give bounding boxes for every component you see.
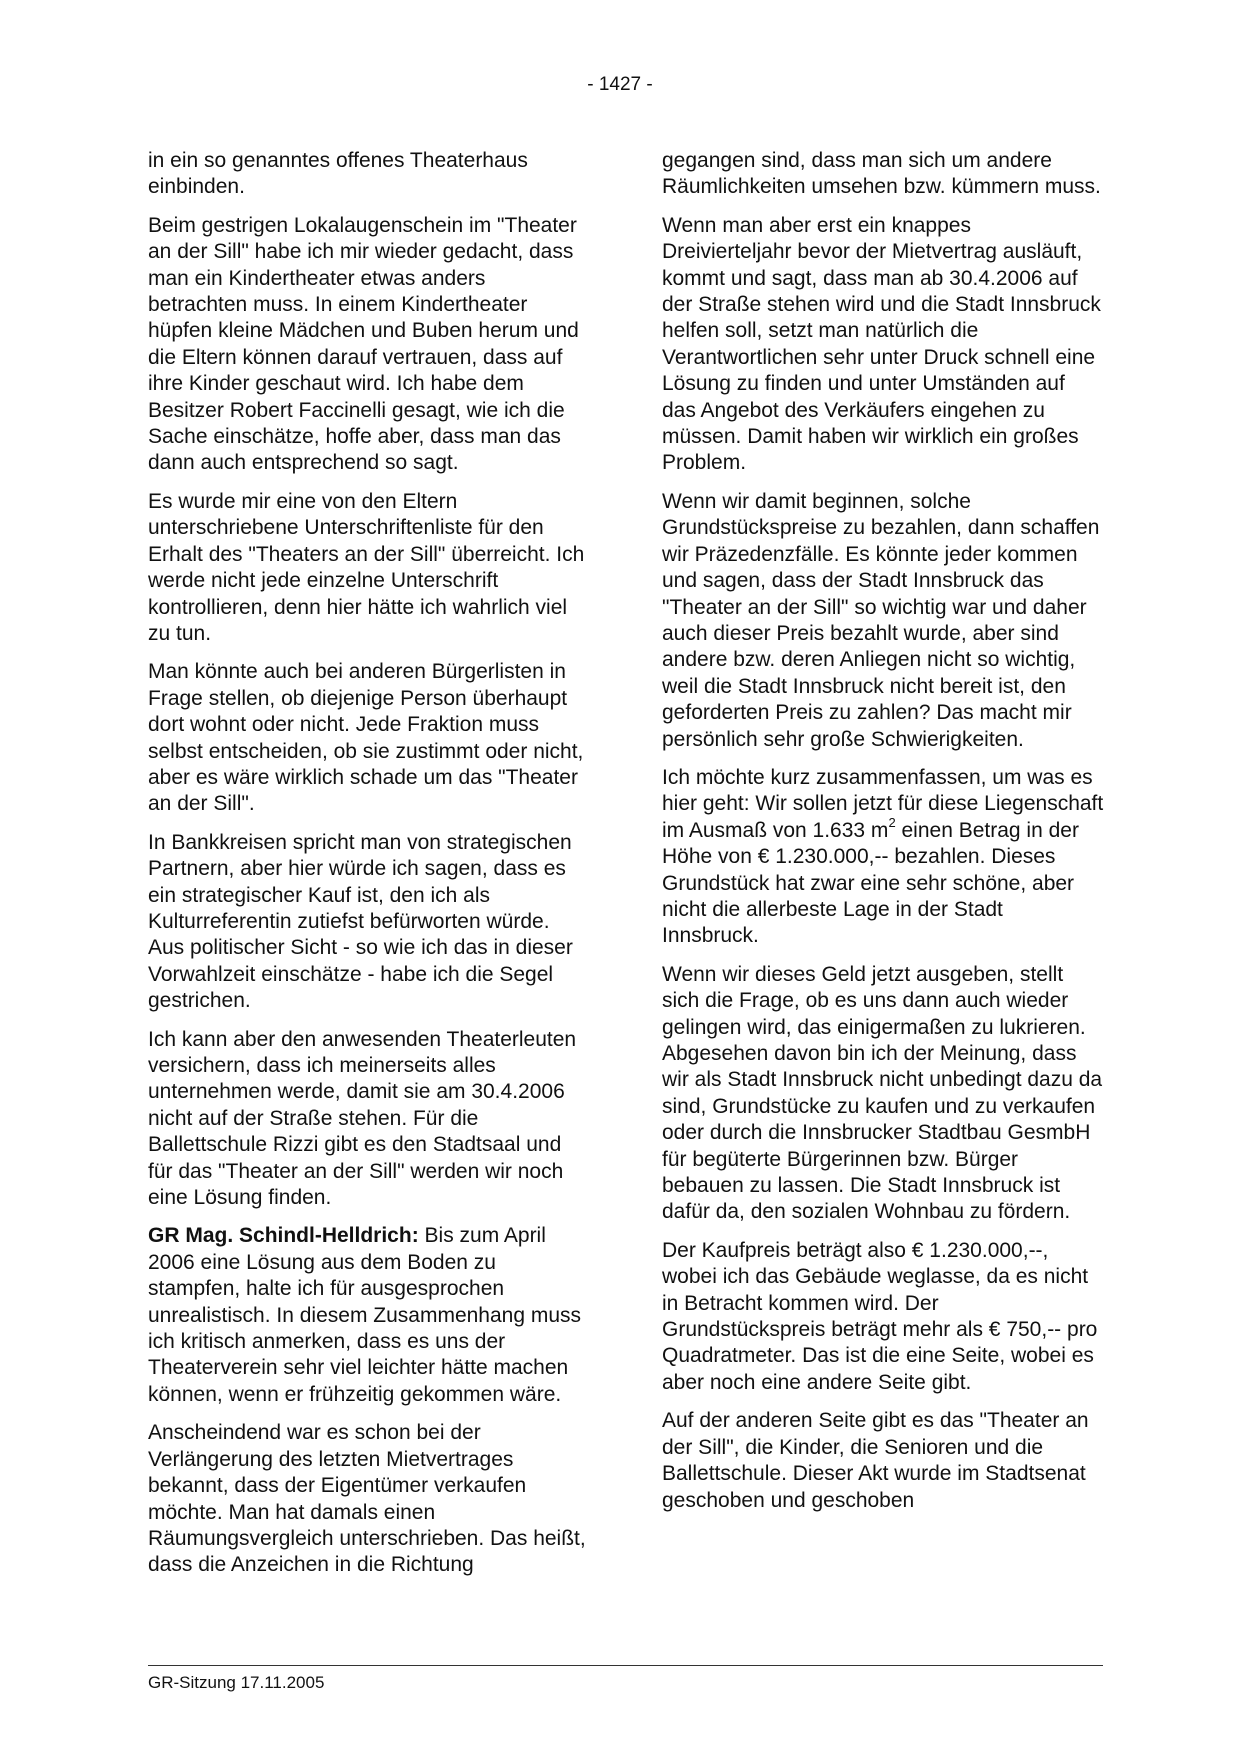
footer-session-date: GR-Sitzung 17.11.2005 <box>148 1673 325 1692</box>
paragraph: Wenn wir dieses Geld jetzt ausgeben, stellt sich die Frage, ob es uns dann auch wieder gelingen wird, das einigermaßen zu lukrieren. Abgesehen davon bin ich der Meinung, dass wir als Stadt Innsbruck nicht unbedingt dazu da sind, Grundstücke zu kaufen und zu verkaufen oder durch die Innsbrucker Stadtbau GesmbH für begüterte Bürgerinnen bzw. Bürger bebauen zu lassen. Die Stadt Innsbruck ist dafür da, den sozialen Wohnbau zu fördern. <box>662 962 1103 1224</box>
paragraph: Beim gestrigen Lokalaugenschein im "Theater an der Sill" habe ich mir wieder gedacht, dass man ein Kindertheater etwas anders betrachten muss. In einem Kindertheater hüpfen kleine Mädchen und Buben herum und die Eltern können darauf vertrauen, dass auf ihre Kinder geschaut wird. Ich habe dem Besitzer Robert Faccinelli gesagt, wie ich die Sache einschätze, hoffe aber, dass man das dann auch entsprechend so sagt. <box>148 213 579 475</box>
paragraph: Man könnte auch bei anderen Bürgerlisten in Frage stellen, ob diejenige Person überhaupt dort wohnt oder nicht. Jede Fraktion muss selbst entscheiden, ob sie zustimmt oder nicht, aber es wäre wirklich schade um das "Theater an der Sill". <box>148 660 584 816</box>
paragraph: Der Kaufpreis beträgt also € 1.230.000,--, wobei ich das Gebäude weglasse, da es nicht in Betracht kommen wird. Der Grundstückspreis beträgt mehr als € 750,-- pro Quadratmeter. Das ist die eine Seite, wobei es aber noch eine andere Seite gibt. <box>662 1238 1098 1394</box>
paragraph: in ein so genanntes offenes Theaterhaus einbinden. <box>148 149 528 199</box>
paragraph-text: Ich möchte kurz zusammenfassen, um was es hier geht: Wir sollen jetzt für diese Liegenschaft im Ausmaß von 1.633 m <box>662 765 1104 842</box>
speaker-paragraph <box>148 1223 590 1408</box>
paragraph: Ich kann aber den anwesenden Theaterleuten versichern, dass ich meinerseits alles unternehmen werde, damit sie am 30.4.2006 nicht auf der Straße stehen. Für die Ballettschule Rizzi gibt es den Stadtsaal und für das "Theater an der Sill" werden wir noch eine Lösung finden. <box>148 1027 577 1210</box>
superscript: 2 <box>888 814 896 830</box>
left-column <box>148 148 590 1591</box>
speaker-name: GR Mag. Schindl-Helldrich: <box>148 1224 419 1248</box>
paragraph: In Bankkreisen spricht man von strategischen Partnern, aber hier würde ich sagen, dass es ein strategischer Kauf ist, den ich als Kulturreferentin zutiefst befürworten würde. Aus politischer Sicht - so wie ich das in dieser Vorwahlzeit einschätze - habe ich die Segel gestrichen. <box>148 830 573 1013</box>
paragraph: Anscheindend war es schon bei der Verlängerung des letzten Mietvertrages bekannt, dass der Eigentümer verkaufen möchte. Man hat damals einen Räumungsvergleich unterschrieben. Das heißt, dass die Anzeichen in die Richtung <box>148 1421 586 1577</box>
paragraph: gegangen sind, dass man sich um andere Räumlichkeiten umsehen bzw. kümmern muss. <box>662 149 1101 199</box>
paragraph-text: einen Betrag in der Höhe von € 1.230.000,-- bezahlen. Dieses Grundstück hat zwar eine sehr schöne, aber nicht die allerbeste Lage in der Stadt Innsbruck. <box>662 818 1079 948</box>
paragraph: Wenn man aber erst ein knappes Dreivierteljahr bevor der Mietvertrag ausläuft, kommt und sagt, dass man ab 30.4.2006 auf der Straße stehen wird und die Stadt Innsbruck helfen soll, setzt man natürlich die Verantwortlichen sehr unter Druck schnell eine Lösung zu finden und unter Umständen auf das Angebot des Verkäufers eingehen zu müssen. Damit haben wir wirklich ein großes Problem. <box>662 213 1101 475</box>
speaker-text: Bis zum April 2006 eine Lösung aus dem Boden zu stampfen, halte ich für ausgesprochen unrealistisch. In diesem Zusammenhang muss ich kritisch anmerken, dass es uns der Theaterverein sehr viel leichter hätte machen können, wenn er frühzeitig gekommen wäre. <box>148 1224 582 1406</box>
paragraph: Wenn wir damit beginnen, solche Grundstückspreise zu bezahlen, dann schaffen wir Präzedenzfälle. Es könnte jeder kommen und sagen, dass der Stadt Innsbruck das "Theater an der Sill" so wichtig war und daher auch dieser Preis bezahlt wurde, aber sind andere bzw. deren Anliegen nicht so wichtig, weil die Stadt Innsbruck nicht bereit ist, den geforderten Preis zu zahlen? Das macht mir persönlich sehr große Schwierigkeiten. <box>662 489 1100 751</box>
paragraph: Es wurde mir eine von den Eltern unterschriebene Unterschriftenliste für den Erhalt des "Theaters an der Sill" überreicht. Ich werde nicht jede einzelne Unterschrift kontrollieren, denn hier hätte ich wahrlich viel zu tun. <box>148 489 585 645</box>
paragraph <box>662 765 1104 950</box>
page-number: - 1427 - <box>587 74 653 95</box>
paragraph: Auf der anderen Seite gibt es das "Theater an der Sill", die Kinder, die Senioren und die Ballettschule. Dieser Akt wurde im Stadtsenat geschoben und geschoben <box>662 1409 1089 1512</box>
right-column <box>662 148 1104 1526</box>
footer-divider <box>148 1665 1103 1666</box>
